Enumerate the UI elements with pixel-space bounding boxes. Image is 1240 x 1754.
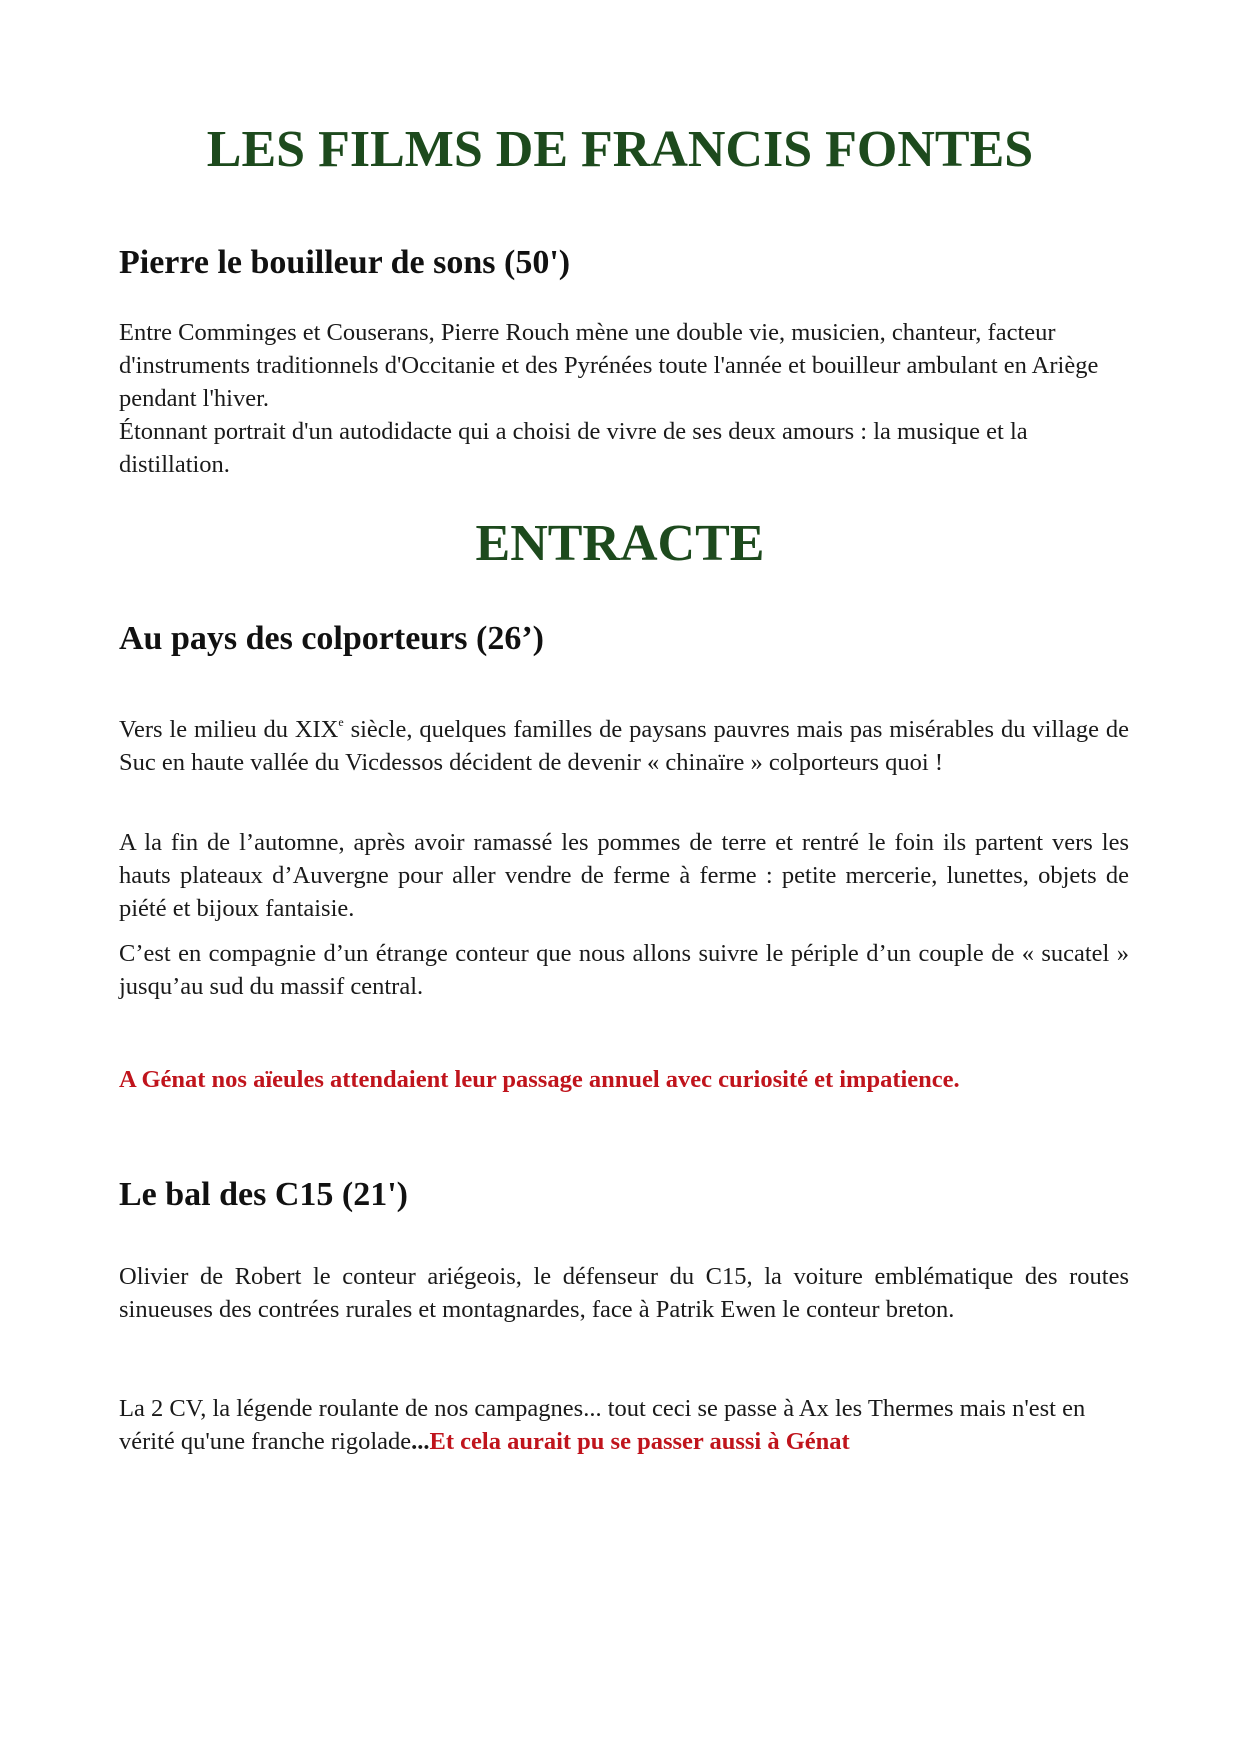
paragraph-line: Étonnant portrait d'un autodidacte qui a choisi de vivre de ses deux amours : la musique et la distillation. — [119, 418, 1028, 478]
superscript: e — [338, 715, 344, 729]
paragraph-text: Vers le milieu du XIX — [119, 716, 339, 743]
film-description-pierre — [119, 316, 1129, 481]
paragraph-text: siècle, quelques familles de paysans pauvres mais pas misérables du village de Suc en haute vallée du Vicdessos décident de devenir « chinaïre » colporteurs quoi ! — [119, 716, 1129, 776]
film-title-colporteurs: Au pays des colporteurs (26’) — [119, 620, 544, 657]
highlight-note: A Génat nos aïeules attendaient leur passage annuel avec curiosité et impatience. — [119, 1066, 960, 1093]
film-description-paragraph: Olivier de Robert le conteur ariégeois, le défenseur du C15, la voiture emblématique des routes sinueuses des contrées rurales et montagnardes, face à Patrik Ewen le conteur breton. — [119, 1263, 1129, 1323]
paragraph-text: La 2 CV, la légende roulante de nos campagnes... tout ceci se passe à Ax les Thermes mais n'est en vérité qu'une franche rigolade — [119, 1395, 1086, 1455]
film-title-bal-c15: Le bal des C15 (21') — [119, 1176, 408, 1213]
film-description-paragraph — [119, 713, 1129, 779]
document-title: LES FILMS DE FRANCIS FONTES — [206, 121, 1034, 178]
highlight-note: Et cela aurait pu se passer aussi à Génat — [429, 1428, 850, 1455]
film-title-pierre: Pierre le bouilleur de sons (50') — [119, 244, 571, 281]
entracte-heading: ENTRACTE — [475, 515, 765, 572]
ellipsis: ... — [411, 1428, 430, 1455]
paragraph-line: Entre Comminges et Couserans, Pierre Rouch mène une double vie, musicien, chanteur, facteur d'instruments traditionnels d'Occitanie et des Pyrénées toute l'année et bouilleur ambulant en Ariège pendant l'hiver. — [119, 319, 1099, 412]
film-description-paragraph: C’est en compagnie d’un étrange conteur que nous allons suivre le périple d’un couple de « sucatel » jusqu’au sud du massif central. — [119, 940, 1129, 1000]
film-description-paragraph — [119, 1392, 1129, 1458]
film-description-paragraph: A la fin de l’automne, après avoir ramassé les pommes de terre et rentré le foin ils partent vers les hauts plateaux d’Auvergne pour aller vendre de ferme à ferme : petite mercerie, lunettes, objets de piété et bijoux fantaisie. — [119, 829, 1129, 922]
